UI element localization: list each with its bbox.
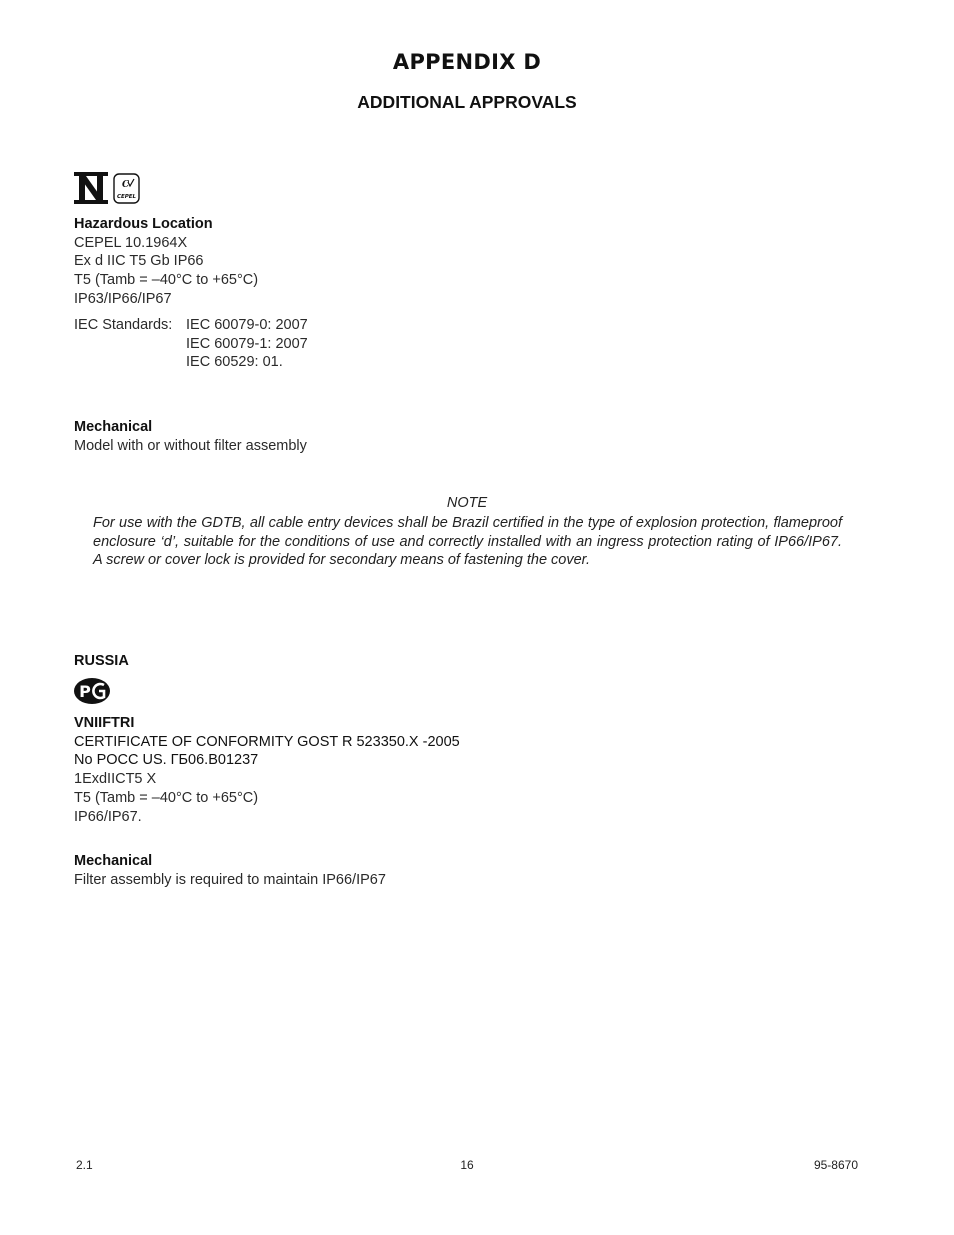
spec-line: IP66/IP67.	[74, 808, 142, 825]
hazardous-line: Ex d IIC T5 Gb IP66	[74, 253, 204, 270]
footer-page-number: 16	[460, 1158, 474, 1172]
hazardous-heading: Hazardous Location	[74, 216, 213, 232]
iec-standards-label: IEC Standards:	[74, 317, 173, 333]
mechanical-heading: Mechanical	[74, 419, 153, 435]
russia-heading: RUSSIA	[74, 653, 129, 669]
spec-line: T5 (Tamb = –40°C to +65°C)	[74, 789, 259, 806]
note-heading: NOTE	[446, 495, 488, 511]
svg-text:C: C	[122, 180, 130, 190]
hazardous-location-block	[74, 215, 258, 309]
hazardous-line: IP63/IP66/IP67	[74, 290, 172, 307]
hazardous-line: CEPEL 10.1964X	[74, 234, 188, 251]
russia-cert-block	[74, 714, 460, 826]
footer-doc-number: 95-8670	[813, 1158, 858, 1172]
hazardous-line: T5 (Tamb = –40°C to +65°C)	[74, 272, 259, 289]
inmetro-mark-icon	[74, 172, 108, 204]
iec-standard-item: IEC 60079-0: 2007	[186, 317, 308, 333]
mechanical-block-brazil	[74, 418, 307, 455]
note-text: For use with the GDTB, all cable entry devices shall be Brazil certified in the type of explosion protection, flameproof enclosure ‘d’, suitable for the conditions of use and correctly installed with an ingress protection rating of IP66/IP67. A screw or cover lock is provided for secondary means of fastening the cover.	[93, 515, 842, 569]
gost-r-mark-icon	[73, 677, 111, 705]
cepel-logo-text: CEPEL	[116, 194, 137, 200]
authority-name: VNIIFTRI	[74, 715, 135, 731]
iec-standard-item: IEC 60529: 01.	[186, 354, 283, 371]
iec-standards-list	[186, 316, 308, 372]
mechanical-block-russia	[74, 852, 386, 889]
page-title: APPENDIX D	[392, 50, 542, 74]
spec-line: 1ExdIICT5 X	[74, 771, 157, 788]
mechanical-text: Filter assembly is required to maintain IP66/IP67	[74, 871, 386, 888]
cert-line: No POCC US. ГБ06.B01237	[74, 752, 259, 769]
svg-text:P: P	[79, 682, 91, 701]
iec-standard-item: IEC 60079-1: 2007	[186, 335, 308, 352]
page-subtitle: ADDITIONAL APPROVALS	[357, 92, 577, 112]
footer-revision: 2.1	[76, 1158, 93, 1172]
cert-line: CERTIFICATE OF CONFORMITY GOST R 523350.X -2005	[74, 733, 460, 750]
mechanical-heading: Mechanical	[74, 853, 153, 869]
mechanical-text: Model with or without filter assembly	[74, 437, 307, 454]
cepel-mark-icon	[113, 173, 140, 204]
